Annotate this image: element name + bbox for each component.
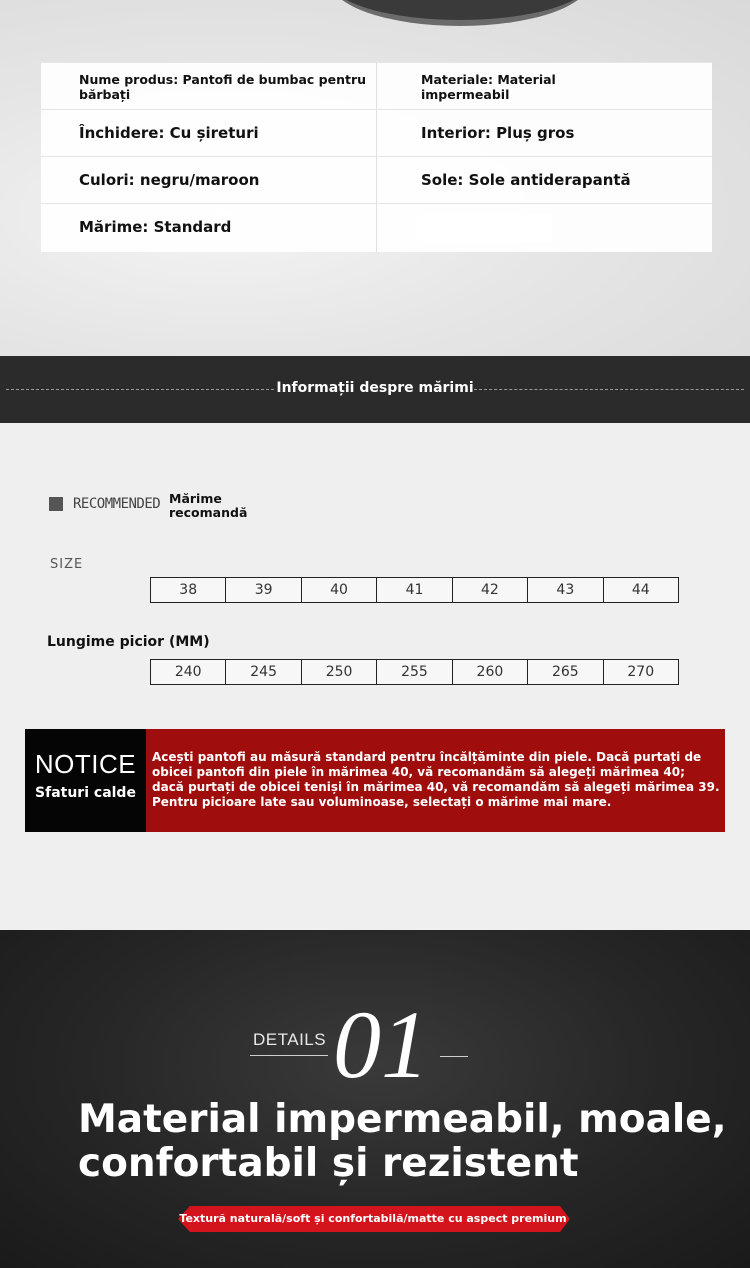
spec-cell-materials [421,63,701,110]
spec-row [41,203,712,251]
details-label: DETAILS [253,1030,327,1049]
recommended-square-icon [49,497,63,511]
size-row [150,577,679,603]
size-cell: 44 [603,578,678,602]
recommended-ro-label: Mărime recomandă [169,491,248,520]
notice-body [146,729,725,832]
length-row [150,659,679,685]
spec-table [41,62,712,252]
length-cell: 265 [527,660,602,684]
band-title: Informații despre mărimi [276,380,474,396]
length-cell: 245 [225,660,300,684]
spec-row [41,62,712,110]
size-info-band [0,356,750,423]
notice-title: NOTICE [34,749,137,779]
spec-materials: Materiale: Material impermeabil [421,71,556,102]
spec-colors: Culori: negru/maroon [79,171,260,189]
shoe-sole-image [330,0,590,26]
spec-cell-product-name [79,63,369,110]
details-heading: Material impermeabil, moale, confortabil și rezistent [78,1097,727,1186]
spec-interior: Interior: Pluș gros [421,124,575,142]
spec-sole: Sole: Sole antiderapantă [421,171,631,189]
size-label: SIZE [50,557,84,572]
size-cell: 39 [225,578,300,602]
details-underline [250,1055,328,1056]
notice-text: Acești pantofi au măsură standard pentru încălțăminte din piele. Dacă purtați de obicei pantofi din piele în mărimea 40, vă recomandăm să alegeți mărimea 40; dacă purtați de obicei teniși în mărimea 40, vă recomandăm să alegeți mărimea 39. Pentru picioare late sau voluminoase, selectați o mărime mai mare. [152,750,720,809]
size-cell: 42 [452,578,527,602]
length-cell: 250 [301,660,376,684]
spec-cell-closure [79,110,369,157]
notice-subtitle: Sfaturi calde [35,785,136,801]
spec-cell-colors [79,157,369,204]
spec-row [41,109,712,157]
spec-blank-box [419,214,551,242]
tagline-text: Textură naturală/soft și confortabilă/matte cu aspect premium [179,1212,567,1225]
spec-closure: Închidere: Cu șireturi [79,124,259,142]
size-cell: 41 [376,578,451,602]
details-number: 01 [333,991,429,1098]
foot-length-label: Lungime picior (MM) [47,634,210,650]
length-cell: 270 [603,660,678,684]
tagline-pill [172,1203,574,1235]
size-cell: 43 [527,578,602,602]
length-cell: 255 [376,660,451,684]
spec-cell-interior [421,110,701,157]
spec-product-name: Nume produs: Pantofi de bumbac pentru bărbați [79,71,367,102]
size-chart-section [0,423,750,930]
length-cell: 240 [174,664,202,680]
details-number-line [440,1056,468,1057]
spec-row [41,156,712,204]
notice-header [25,729,146,832]
spec-cell-sole [421,157,701,204]
product-spec-section [0,0,750,356]
length-cell: 260 [452,660,527,684]
notice-box [25,729,725,832]
spec-cell-size [79,204,369,251]
spec-size: Mărime: Standard [79,218,232,236]
details-section [0,930,750,1268]
size-cell: 40 [301,578,376,602]
size-cell: 38 [179,582,198,598]
recommended-label: RECOMMENDED [73,496,161,512]
